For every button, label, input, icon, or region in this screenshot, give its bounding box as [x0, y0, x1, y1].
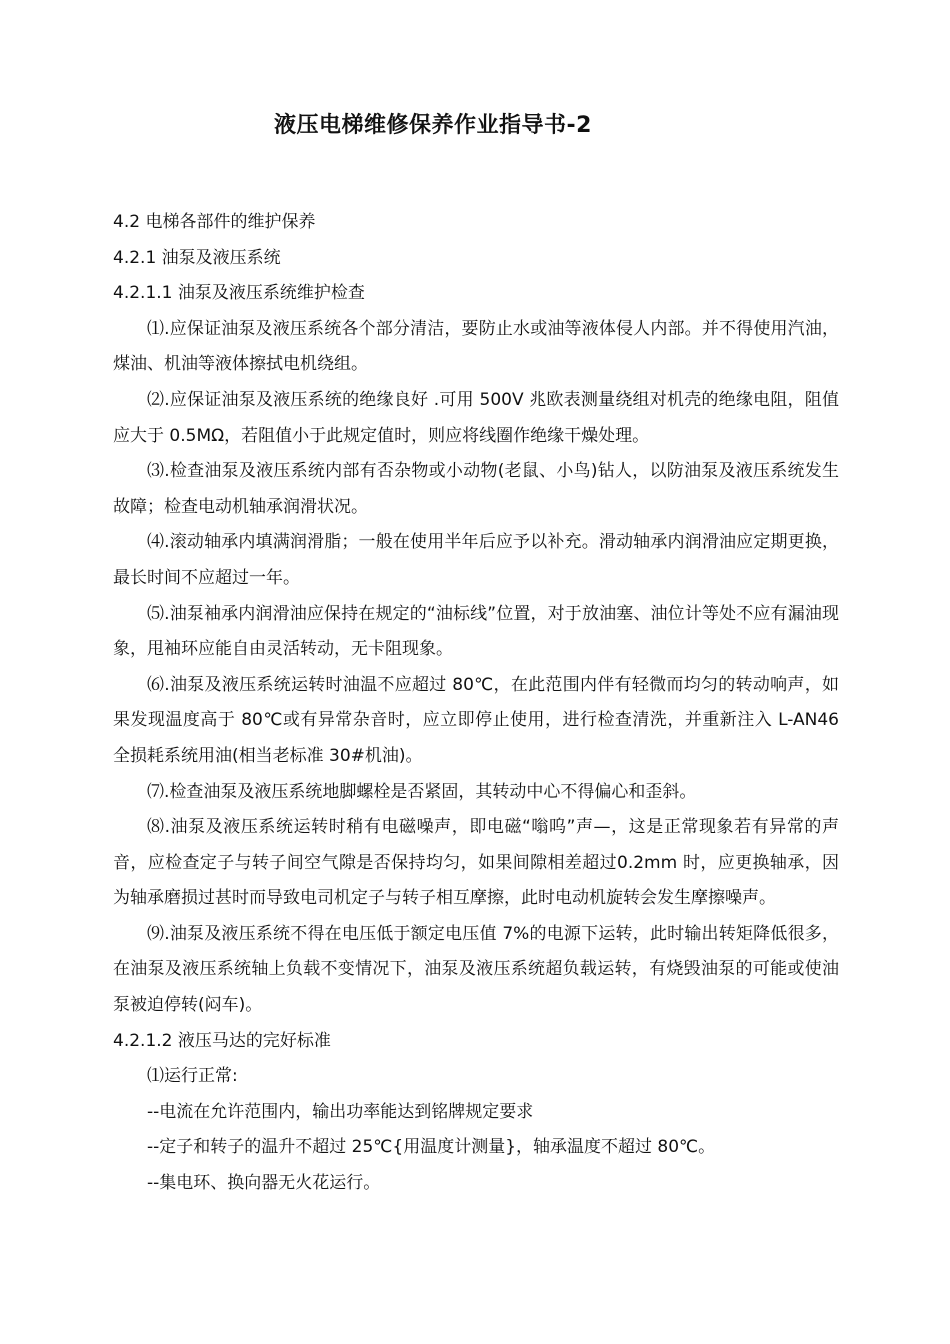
paragraph-6: ⑹.油泵及液压系统运转时油温不应超过 80℃，在此范围内伴有轻微而均匀的转动响声，如果发现温度高于 80℃或有异常杂音时，应立即停止使用，进行检查清洗，并重新注入 L-AN46 全损耗系统用油(相当老标准 30#机油)。	[113, 674, 839, 766]
paragraph-9: ⑼.油泵及液压系统不得在电压低于额定电压值 7%的电源下运转，此时输出转矩降低很多，在油泵及液压系统轴上负载不变情况下，油泵及液压系统超负载运转，有烧毁油泵的可能或使油泵被迫停转(闷车)。	[113, 923, 839, 1016]
paragraph-3: ⑶.检查油泵及液压系统内部有否杂物或小动物(老鼠、小鸟)钻人，以防油泵及液压系统发生故障；检查电动机轴承润滑状况。	[113, 461, 839, 517]
list-intro: ⑴运行正常:	[147, 1066, 238, 1087]
paragraph-8: ⑻.油泵及液压系统运转时稍有电磁噪声，即电磁“嗡呜”声—，这是正常现象若有异常的声音，应检查定子与转子间空气隙是否保持均匀，如果间隙相差超过0.2mm 时，应更换轴承，因为轴承磨损过甚时而导致电司机定子与转子相互摩擦，此时电动机旋转会发生摩擦噪声。	[113, 817, 839, 909]
section-heading-4-2: 4.2 电梯各部件的维护保养	[113, 212, 316, 232]
paragraph-5: ⑸.油泵袖承内润滑油应保持在规定的“油标线”位置，对于放油塞、油位计等处不应有漏油现象，甩袖环应能自由灵活转动，无卡阻现象。	[113, 603, 839, 660]
paragraph-4: ⑷.滚动轴承内填满润滑脂；一般在使用半年后应予以补充。滑动轴承内润滑油应定期更换，最长时间不应超过一年。	[113, 532, 839, 588]
section-heading-4-2-1-2: 4.2.1.2 液压马达的完好标准	[113, 1030, 331, 1051]
section-heading-4-2-1-1: 4.2.1.1 油泵及液压系统维护检查	[113, 283, 365, 304]
paragraph-1: ⑴.应保证油泵及液压系统各个部分清洁，要防止水或油等液体侵人内部。并不得使用汽油，煤油、机油等液体擦拭电机绕组。	[113, 318, 839, 375]
paragraph-2: ⑵.应保证油泵及液压系统的绝缘良好 .可用 500V 兆欧表测量绕组对机壳的绝缘电阻，阻值应大于 0.5MΩ，若阻值小于此规定值时，则应将线圈作绝缘干燥处理。	[113, 389, 839, 446]
document-body	[113, 205, 839, 1202]
list-item: --定子和转子的温升不超过 25℃{用温度计测量}，轴承温度不超过 80℃。	[147, 1137, 716, 1158]
list-item: --集电环、换向器无火花运行。	[147, 1173, 381, 1194]
list-item: --电流在允许范围内，输出功率能达到铭牌规定要求	[147, 1101, 534, 1122]
section-heading-4-2-1: 4.2.1 油泵及液压系统	[113, 247, 281, 268]
document-title: 液压电梯维修保养作业指导书-2	[274, 113, 592, 138]
paragraph-7: ⑺.检查油泵及液压系统地脚螺栓是否紧固，其转动中心不得偏心和歪斜。	[147, 781, 697, 802]
